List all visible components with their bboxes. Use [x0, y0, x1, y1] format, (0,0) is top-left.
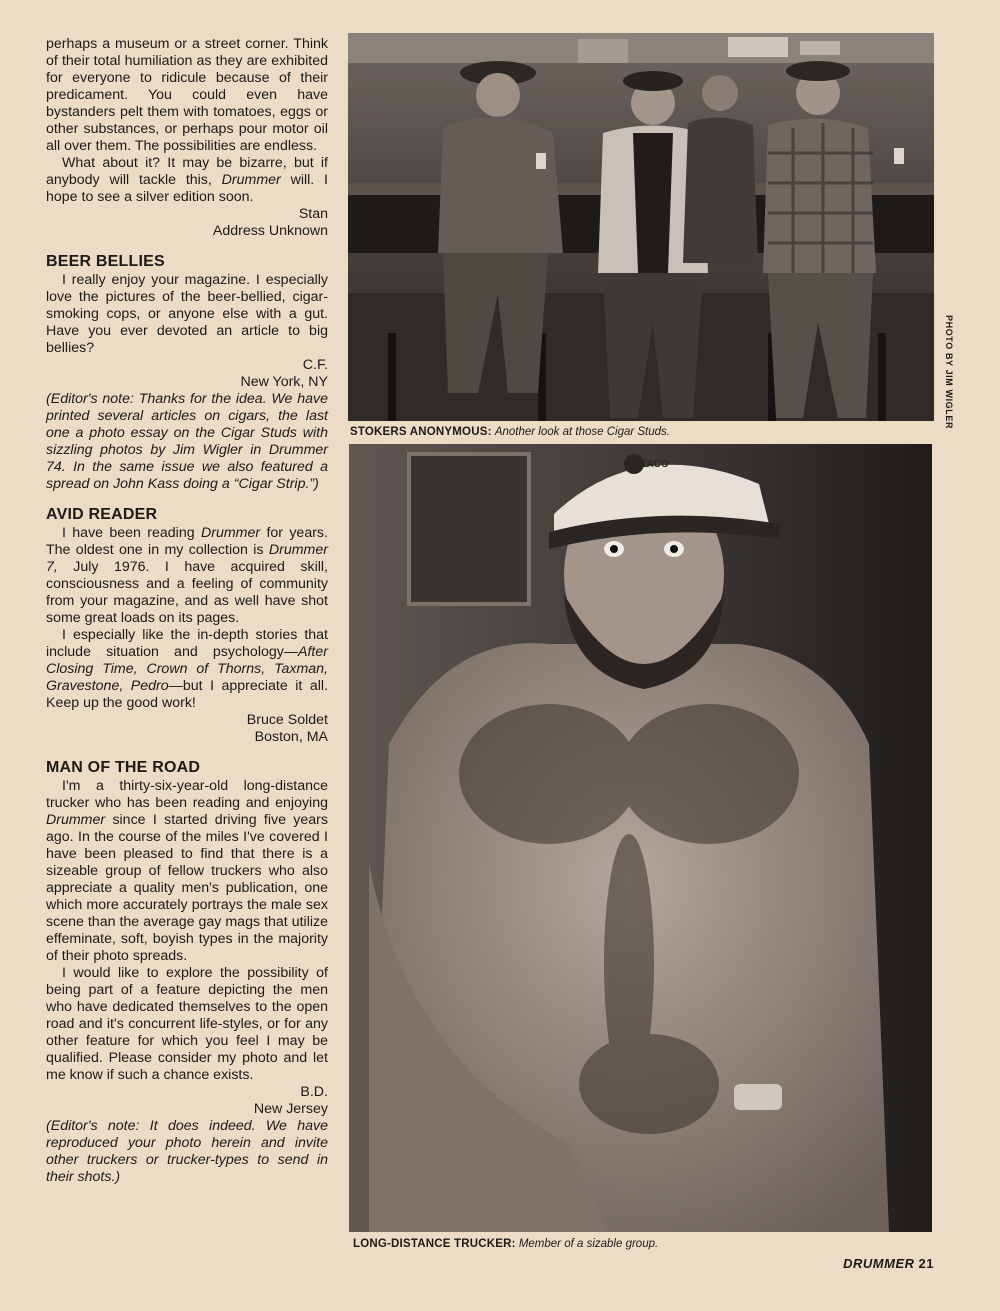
page-folio	[843, 1256, 934, 1271]
photo-credit: PHOTO BY JIM WIGLER	[944, 315, 954, 430]
signature-place: New York, NY	[240, 374, 328, 390]
photo-trucker-portrait	[349, 444, 932, 1232]
signature-place: Address Unknown	[212, 223, 328, 239]
letter-stan-paragraph-2: What about it? It may be bizarre, but if anybody will tackle this, Drummer will. I hope to see a silver edition soon.	[46, 155, 328, 205]
signature-name: Stan	[298, 206, 328, 222]
letter-road-paragraph-2: I would like to explore the possibility of being part of a feature depicting the men who have dedicated themselves to the open road and it's concurrent life-styles, or for any other feature for which you feel I may be qualified. Please consider my photo and let me know if such a chance exists.	[46, 965, 328, 1083]
signature-name: Bruce Soldet	[246, 712, 328, 728]
letter-stan-paragraph: perhaps a museum or a street corner. Think of their total humiliation as they are exhibited for everyone to ridicule because of their predicament. You could even have bystanders pelt them with tomatoes, eggs or other substances, or perhaps pour motor oil all over them. The possibilities are endless.	[46, 36, 328, 154]
folio-page-number: 21	[918, 1256, 934, 1271]
letters-column	[46, 36, 328, 1186]
photo-top-caption: STOKERS ANONYMOUS: Another look at those Cigar Studs.	[350, 426, 670, 438]
heading-beer-bellies: BEER BELLIES	[46, 253, 165, 270]
letter-beer-paragraph: I really enjoy your magazine. I especially love the pictures of the beer-bellied, cigar-smoking cops, or anyone else with a gut. Have you ever devoted an article to big bellies?	[46, 272, 328, 356]
signature-place: New Jersey	[253, 1101, 328, 1117]
letter-avid-paragraph-2: I especially like the in-depth stories that include situation and psychology—After Closing Time, Crown of Thorns, Taxman, Gravestone, Pedro—but I appreciate it all. Keep up the good work!	[46, 627, 328, 711]
cap-logo-text: TEXACO	[627, 459, 669, 470]
bar-scene-illustration	[348, 33, 934, 421]
trucker-portrait-illustration	[349, 444, 932, 1232]
letter-road-paragraph: I'm a thirty-six-year-old long-distance trucker who has been reading and enjoying Drummer since I started driving five years ago. In the course of the miles I've covered I have been pleased to find that there is a sizeable group of fellow truckers who also appreciate a quality men's publication, one which more accurately portrays the male sex scene than the average gay mags that utilize effeminate, soft, boyish types in the majority of their photo spreads.	[46, 778, 328, 964]
editors-note: (Editor's note: It does indeed. We have reproduced your photo herein and invite other truckers or trucker-types to send in their shots.)	[46, 1118, 328, 1185]
photo-bottom-caption: LONG-DISTANCE TRUCKER: Member of a sizable group.	[353, 1238, 659, 1250]
heading-man-of-the-road: MAN OF THE ROAD	[46, 759, 201, 776]
signature-place: Boston, MA	[254, 729, 328, 745]
heading-avid-reader: AVID READER	[46, 506, 158, 523]
folio-magazine: DRUMMER	[843, 1256, 915, 1271]
signature-name: B.D.	[300, 1084, 328, 1100]
photo-bar-scene	[348, 33, 934, 421]
signature-name: C.F.	[302, 357, 328, 373]
editors-note: (Editor's note: Thanks for the idea. We have printed several articles on cigars, the last one a photo essay on the Cigar Studs with sizzling photos by Jim Wigler in Drummer 74. In the same issue we also featured a spread on John Kass doing a “Cigar Strip.”)	[46, 391, 328, 492]
letter-avid-paragraph: I have been reading Drummer for years. The oldest one in my collection is Drummer 7, July 1976. I have acquired skill, consciousness and a feeling of community from your magazine, and as well have shot some great loads on its pages.	[46, 525, 328, 626]
